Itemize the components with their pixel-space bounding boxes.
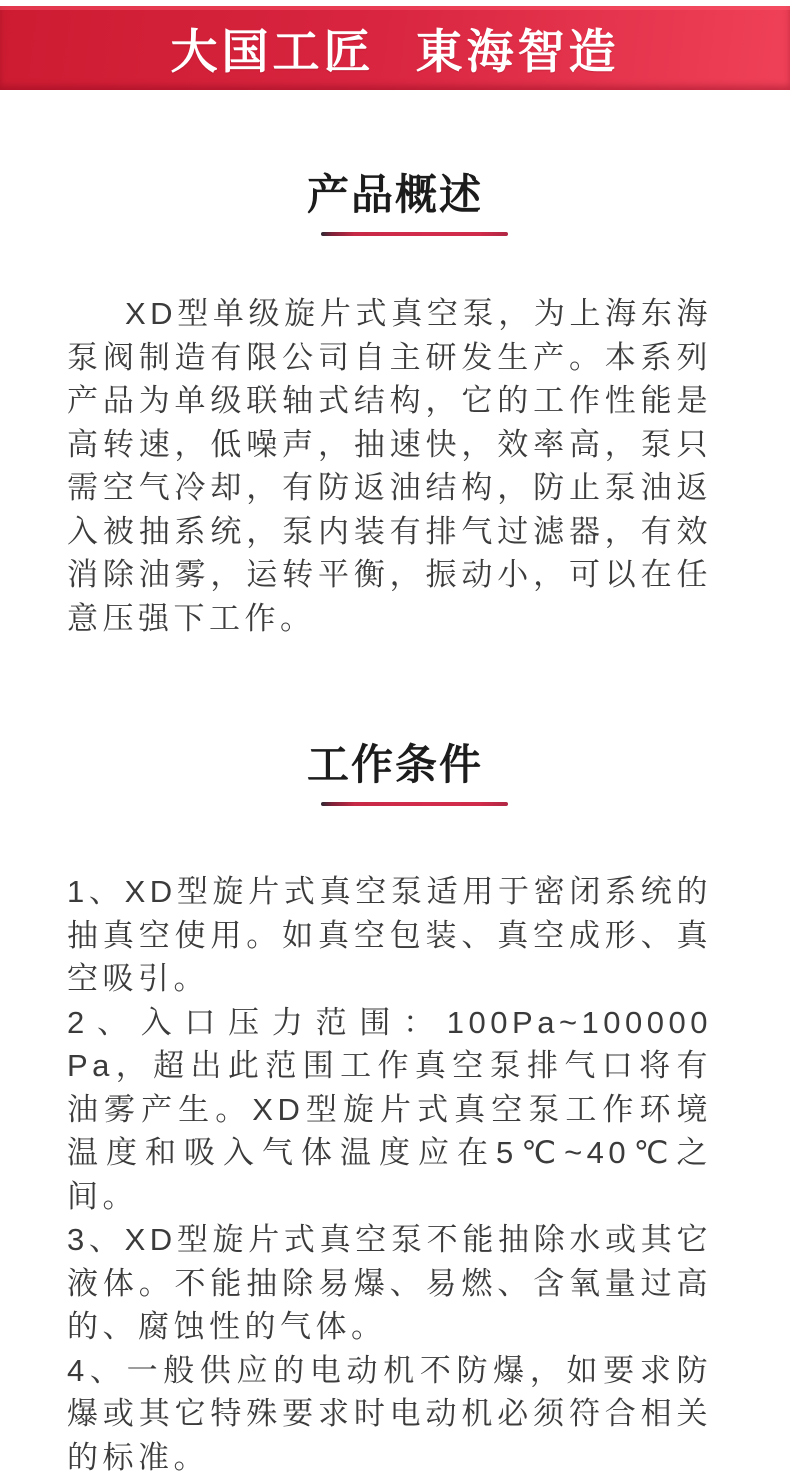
- overview-paragraph: XD型单级旋片式真空泵，为上海东海泵阀制造有限公司自主研发生产。本系列产品为单级联轴式结构，它的工作性能是高转速，低噪声，抽速快，效率高，泵只需空气冷却，有防返油结构，防止泵油返入被抽系统，泵内装有排气过滤器，有效消除油雾，运转平衡，振动小，可以在任意压强下工作。: [67, 296, 712, 636]
- conditions-list: [0, 870, 790, 1479]
- section-product-overview: [0, 172, 790, 640]
- condition-item-2: 2、入口压力范围：100Pa~100000 Pa，超出此范围工作真空泵排气口将有油雾产生。XD型旋片式真空泵工作环境温度和吸入气体温度应在5℃~40℃之间。: [67, 1004, 712, 1214]
- condition-item-3: 3、XD型旋片式真空泵不能抽除水或其它液体。不能抽除易爆、易燃、含氧量过高的、腐蚀性的气体。: [67, 1222, 712, 1344]
- condition-item-1: 1、XD型旋片式真空泵适用于密闭系统的抽真空使用。如真空包装、真空成形、真空吸引。: [67, 874, 712, 996]
- overview-section-title: 产品概述: [306, 171, 483, 218]
- brand-banner: [0, 6, 790, 90]
- overview-title-underline: [321, 232, 508, 236]
- section-working-conditions: [0, 742, 790, 1479]
- conditions-title-underline: [321, 802, 508, 806]
- banner-title: 大国工匠 東海智造: [170, 24, 620, 78]
- condition-item-4: 4、一般供应的电动机不防爆，如要求防爆或其它特殊要求时电动机必须符合相关的标准。: [67, 1352, 712, 1475]
- product-detail-page: [0, 6, 790, 1480]
- conditions-section-title: 工作条件: [306, 741, 483, 788]
